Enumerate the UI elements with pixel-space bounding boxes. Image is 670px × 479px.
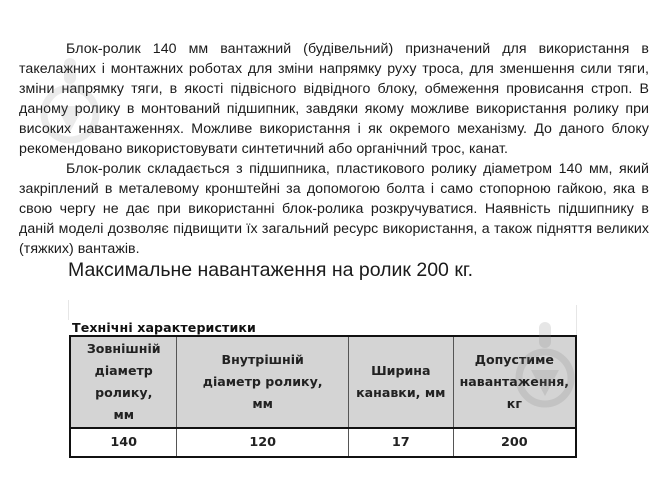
- paragraph-text: Блок-ролик 140 мм вантажний (будівельний) призначений для використання в такелажних і монтажних роботах для зміни напрямку руху троса, для зменшення сили тяги, зміни напрямку тяги, в якості підвісного відвідного блоку, обмеження провисання строп. В даному ролику в монтований підшипник, завдяки якому можливе використання ролику при високих навантаженнях. Можливе використання і як окремого механізму. До даного блоку рекомендовано використовувати синтетичний або органічний трос, канат.: [19, 41, 649, 157]
- header-outer-diameter: [70, 336, 177, 428]
- header-line: Ширина: [371, 363, 431, 378]
- description-paragraph-2: [19, 159, 649, 259]
- header-permissible-load: [453, 336, 576, 428]
- cell-permissible-load: 200: [453, 428, 576, 457]
- header-line: навантаження,: [459, 374, 570, 389]
- paragraph-text: Блок-ролик складається з підшипника, пластикового ролику діаметром 140 мм, який закріплений в металевому кронштейні за допомогою болта і само стопорною гайкою, яка в свою чергу не дає при використанні блок-ролика розкручуватися. Наявність підшипнику в даній моделі дозволяє підвищити їх загальний ресурс використання, а також підняття великих (тяжких) вантажів.: [19, 161, 649, 257]
- specifications-section: [69, 320, 579, 458]
- header-line: мм: [252, 396, 273, 411]
- cell-inner-diameter: 120: [177, 428, 348, 457]
- left-edge-line: [68, 300, 69, 320]
- table-row: [70, 428, 576, 457]
- header-groove-width: [348, 336, 453, 428]
- header-line: Зовнішній: [86, 341, 161, 356]
- header-line: діаметр ролику,: [94, 363, 153, 400]
- header-line: канавки, мм: [356, 385, 446, 400]
- specifications-caption: Технічні характеристики: [72, 320, 256, 335]
- max-load-statement: Максимальне навантаження на ролик 200 кг.: [68, 259, 473, 281]
- cell-groove-width: 17: [348, 428, 453, 457]
- header-line: діаметр ролику,: [202, 374, 323, 389]
- description-paragraph-1: [19, 39, 649, 159]
- header-line: Допустиме: [474, 352, 554, 367]
- header-line: Внутрішній: [221, 352, 304, 367]
- header-inner-diameter: [177, 336, 348, 428]
- cell-outer-diameter: 140: [70, 428, 177, 457]
- header-line: мм: [113, 407, 135, 422]
- product-description: [19, 39, 649, 259]
- table-header-row: [70, 336, 576, 428]
- specifications-table: [69, 335, 577, 458]
- header-line: кг: [506, 396, 522, 411]
